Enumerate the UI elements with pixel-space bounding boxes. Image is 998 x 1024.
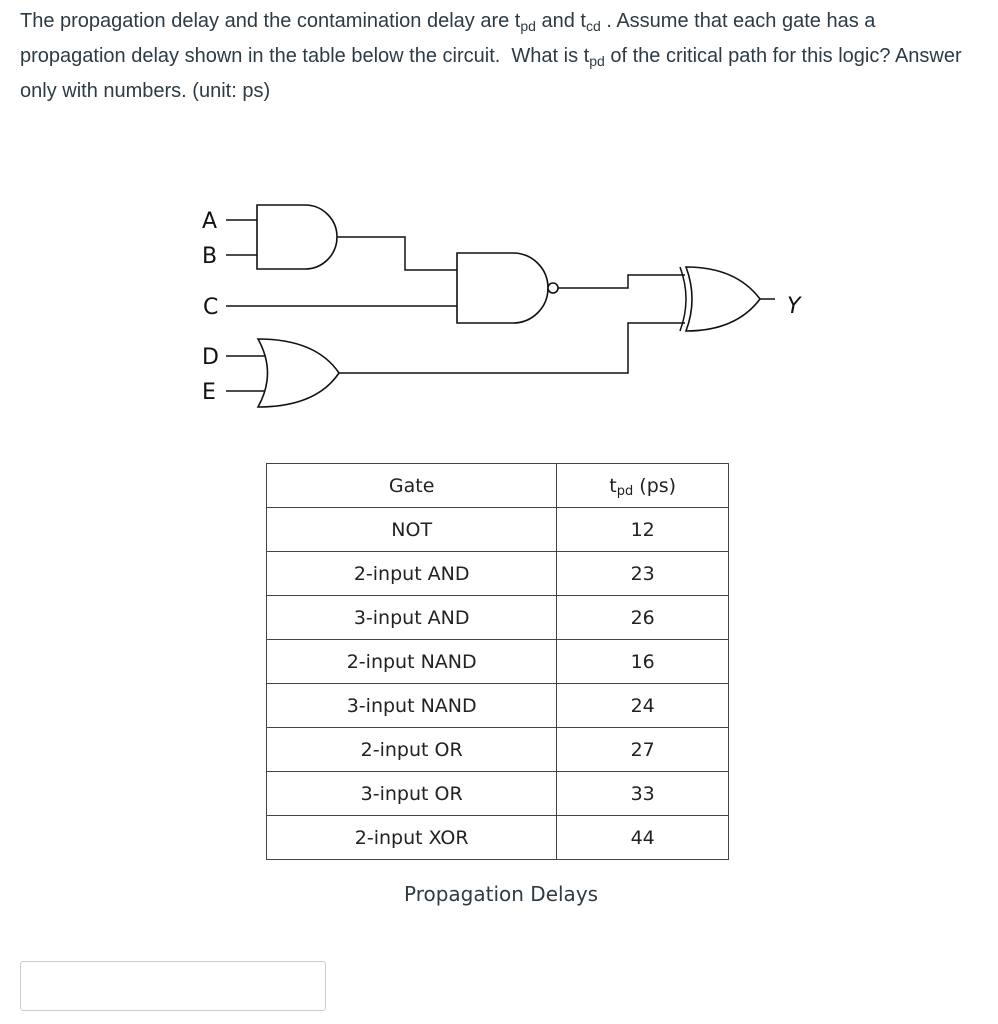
table-row bbox=[267, 684, 729, 728]
tpd-cell: 27 bbox=[557, 728, 729, 772]
question-sub-pd-1: pd bbox=[520, 18, 536, 34]
circuit-diagram bbox=[0, 0, 998, 450]
wire-or-to-xor bbox=[339, 323, 685, 373]
nand-bubble bbox=[548, 283, 558, 293]
input-label-d: D bbox=[202, 345, 219, 370]
tpd-cell: 24 bbox=[557, 684, 729, 728]
tpd-cell: 23 bbox=[557, 552, 729, 596]
table-row bbox=[267, 728, 729, 772]
question-part4: of the critical path for this logic? Answer only with numbers. (unit: ps) bbox=[20, 45, 962, 102]
answer-input[interactable] bbox=[20, 961, 326, 1011]
input-label-e: E bbox=[202, 380, 216, 405]
question-part1: The propagation delay and the contamination delay are t bbox=[20, 10, 521, 32]
nand-gate bbox=[457, 253, 548, 323]
table-header-row bbox=[267, 464, 729, 508]
gate-cell: 2-input XOR bbox=[267, 816, 557, 860]
wire-nand-to-xor bbox=[558, 275, 685, 288]
gate-cell: 3-input AND bbox=[267, 596, 557, 640]
tpd-cell: 33 bbox=[557, 772, 729, 816]
question-part3: . Assume that each gate has a propagation delay shown in the table below the circuit. What is t bbox=[20, 10, 876, 67]
table-row bbox=[267, 596, 729, 640]
table-row bbox=[267, 508, 729, 552]
header-tpd bbox=[557, 464, 729, 508]
table-row bbox=[267, 772, 729, 816]
gate-cell: 2-input AND bbox=[267, 552, 557, 596]
gate-cell: 2-input OR bbox=[267, 728, 557, 772]
xor-input-curve bbox=[680, 267, 686, 331]
gate-cell: 3-input OR bbox=[267, 772, 557, 816]
header-tpd-unit: (ps) bbox=[633, 474, 677, 497]
gate-cell: 3-input NAND bbox=[267, 684, 557, 728]
header-gate: Gate bbox=[267, 464, 557, 508]
gate-cell: 2-input NAND bbox=[267, 640, 557, 684]
and-gate bbox=[257, 205, 337, 269]
xor-gate bbox=[686, 267, 760, 331]
question-sub-pd-2: pd bbox=[589, 53, 605, 69]
question-part2: and t bbox=[535, 10, 586, 32]
or-gate bbox=[258, 339, 339, 407]
input-label-a: A bbox=[202, 209, 218, 234]
table-caption: Propagation Delays bbox=[404, 882, 599, 906]
header-tpd-sub: pd bbox=[616, 483, 634, 499]
table-row bbox=[267, 640, 729, 684]
table-row bbox=[267, 552, 729, 596]
header-tpd-main: t bbox=[609, 474, 617, 497]
tpd-cell: 44 bbox=[557, 816, 729, 860]
input-label-c: C bbox=[203, 295, 219, 320]
question-sub-cd: cd bbox=[585, 18, 601, 34]
delay-table bbox=[266, 463, 729, 860]
output-label-y: Y bbox=[787, 294, 801, 319]
tpd-cell: 16 bbox=[557, 640, 729, 684]
tpd-cell: 26 bbox=[557, 596, 729, 640]
tpd-cell: 12 bbox=[557, 508, 729, 552]
wire-and-to-nand bbox=[337, 237, 457, 270]
table-row bbox=[267, 816, 729, 860]
input-label-b: B bbox=[202, 244, 218, 269]
gate-cell: NOT bbox=[267, 508, 557, 552]
